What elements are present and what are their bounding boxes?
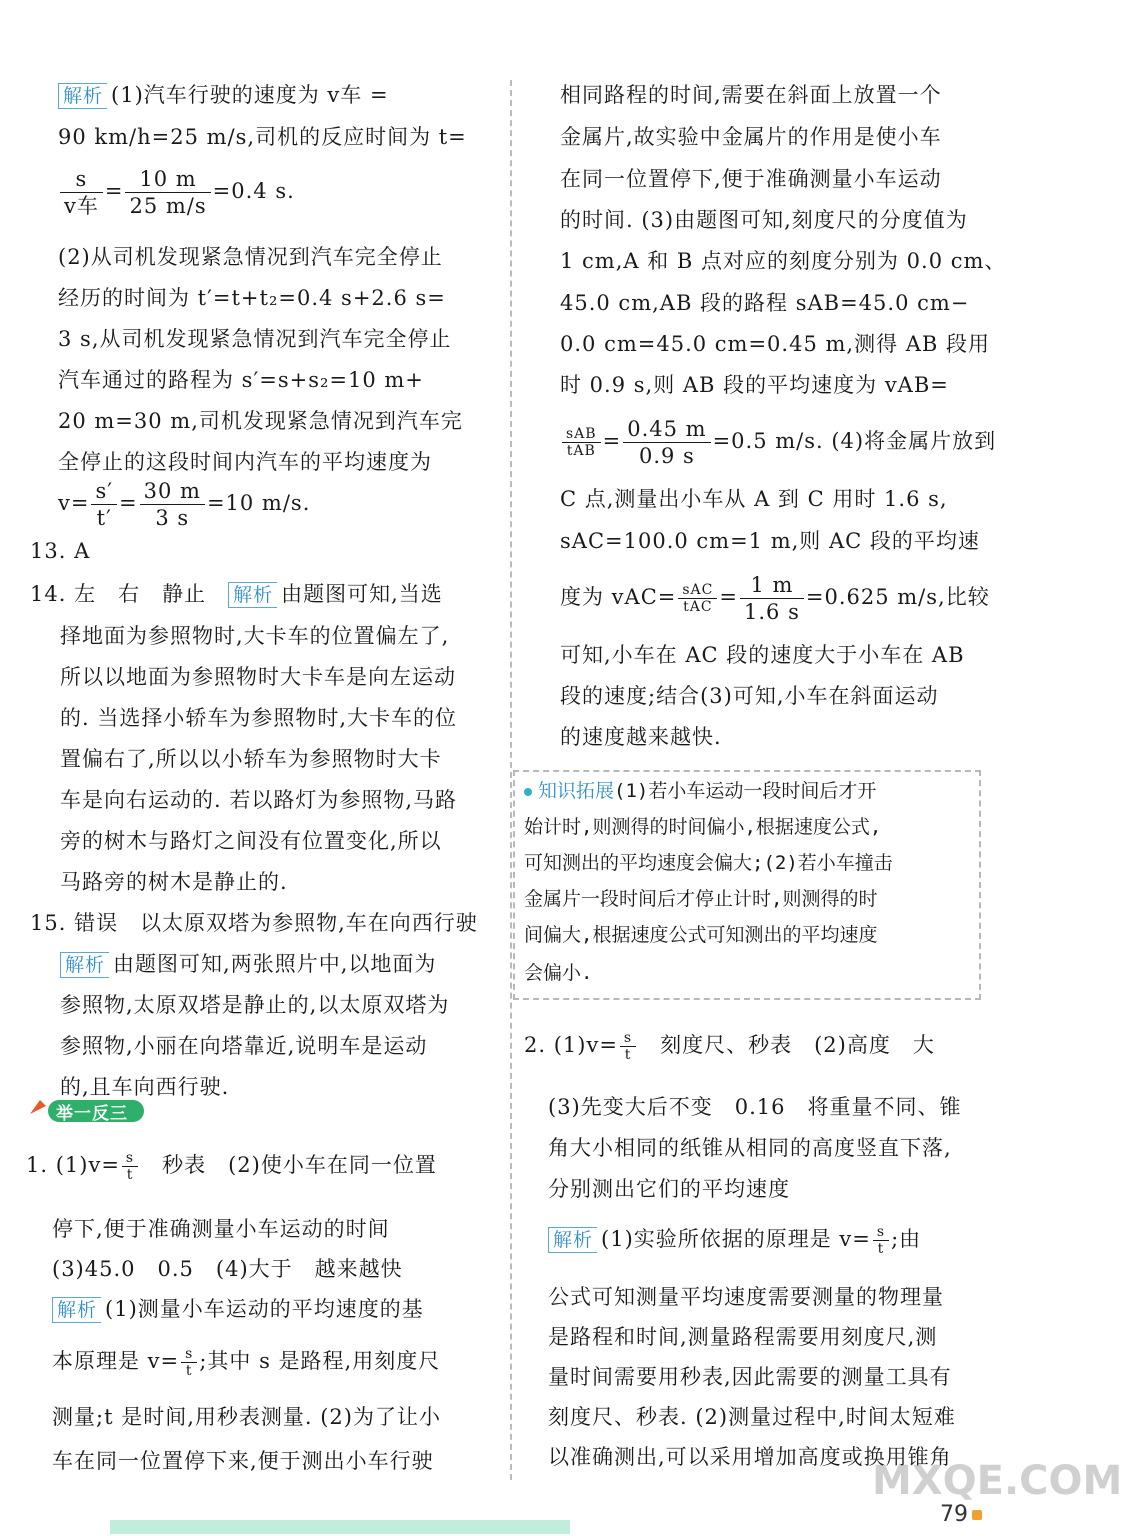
line: 经历的时间为 t′=t+t₂=0.4 s+2.6 s= bbox=[58, 286, 446, 310]
fraction-line: 2. (1)v= $\frac{s}{t}$ 刻度尺、秒表 (2)高度 大 bbox=[524, 1030, 935, 1063]
fraction-line: 解析 (1)实验所依据的原理是 v= $\frac{s}{t}$ ;由 bbox=[548, 1224, 921, 1257]
line: C 点,测量出小车从 A 到 C 用时 1.6 s, bbox=[560, 487, 948, 511]
answer-13: 13. A bbox=[30, 539, 91, 563]
line: 解析 由题图可知,两张照片中,以地面为 bbox=[60, 949, 436, 979]
analysis-tag: 解析 bbox=[548, 1227, 597, 1253]
line: 参照物,小丽在向塔靠近,说明车是运动 bbox=[60, 1034, 428, 1058]
fraction: $\frac{0.45 m}{0.9 s}$ bbox=[623, 416, 710, 469]
line: 马路旁的树木是静止的. bbox=[60, 870, 288, 894]
analysis-tag: 解析 bbox=[60, 952, 109, 978]
extension-line: 知识拓展(1)若小车运动一段时间后才开 bbox=[524, 776, 876, 803]
extension-line: 始计时,则测得的时间偏小,根据速度公式, bbox=[524, 816, 882, 838]
line: 90 km/h=25 m/s,司机的反应时间为 t= bbox=[58, 125, 467, 149]
fraction: $\frac{s}{t}$ bbox=[620, 1030, 636, 1063]
line: 20 m=30 m,司机发现紧急情况到汽车完 bbox=[58, 409, 463, 433]
line: 的,且车向西行驶. bbox=[60, 1075, 230, 1099]
line: 金属片,故实验中金属片的作用是使小车 bbox=[560, 125, 942, 149]
line: (3)45.0 0.5 (4)大于 越来越快 bbox=[52, 1257, 403, 1281]
fraction: $\frac{1 m}{1.6 s}$ bbox=[740, 572, 804, 625]
line: 45.0 cm,AB 段的路程 sAB=45.0 cm− bbox=[560, 291, 970, 315]
fraction: $\frac{30 m}{3 s}$ bbox=[140, 478, 205, 531]
section-badge bbox=[26, 1092, 146, 1128]
fraction-line: 度为 vAC= $\frac{\text{sAC}}{\text{tAC}}$ = $\frac{1 m}{1.6 s}$ =0.625 m/s,比较 bbox=[560, 573, 990, 624]
fraction-line: $\frac{s}{\text{v车}}$ = $\frac{10 m}{25 m/s}$ =0.4 s. bbox=[58, 166, 295, 219]
badge-label: 举一反三 bbox=[56, 1104, 128, 1124]
fraction: $\frac{s}{t}$ bbox=[181, 1346, 197, 1379]
fraction-line: $\frac{\text{sAB}}{\text{tAB}}$ = $\frac{0.45 m}{0.9 s}$ =0.5 m/s. (4)将金属片放到 bbox=[560, 416, 996, 469]
line: 择地面为参照物时,大卡车的位置偏左了, bbox=[60, 624, 450, 648]
line: 置偏右了,所以以小轿车为参照物时大卡 bbox=[60, 747, 442, 771]
line: 所以以地面为参照物时大卡车是向左运动 bbox=[60, 665, 456, 689]
analysis-tag: 解析 bbox=[228, 582, 277, 608]
line: 车在同一位置停下来,便于测出小车行驶 bbox=[52, 1449, 434, 1473]
line: 公式可知测量平均速度需要测量的物理量 bbox=[548, 1285, 944, 1309]
line: 分别测出它们的平均速度 bbox=[548, 1177, 790, 1201]
fraction: $\frac{10 m}{25 m/s}$ bbox=[125, 166, 210, 219]
analysis-tag: 解析 bbox=[52, 1297, 101, 1323]
page-number: 79 bbox=[940, 1502, 968, 1527]
line: sAC=100.0 cm=1 m,则 AC 段的平均速 bbox=[560, 529, 980, 553]
extension-line: 间偏大,根据速度公式可知测出的平均速度 bbox=[524, 924, 878, 946]
line: 相同路程的时间,需要在斜面上放置一个 bbox=[560, 83, 942, 107]
line: 以准确测出,可以采用增加高度或换用锥角 bbox=[548, 1445, 952, 1469]
analysis-tag: 解析 bbox=[58, 83, 107, 109]
line: 停下,便于准确测量小车运动的时间 bbox=[52, 1217, 390, 1241]
line: 的. 当选择小轿车为参照物时,大卡车的位 bbox=[60, 706, 458, 730]
line: 3 s,从司机发现紧急情况到汽车完全停止 bbox=[58, 327, 452, 351]
fraction: $\frac{s}{t}$ bbox=[122, 1150, 138, 1183]
line: 刻度尺、秒表. (2)测量过程中,时间太短难 bbox=[548, 1405, 956, 1429]
fraction-line: 本原理是 v= $\frac{s}{t}$ ;其中 s 是路程,用刻度尺 bbox=[52, 1346, 441, 1379]
line: 时 0.9 s,则 AB 段的平均速度为 vAB= bbox=[560, 373, 949, 397]
line: 解析 (1)测量小车运动的平均速度的基 bbox=[52, 1294, 424, 1324]
line: 全停止的这段时间内汽车的平均速度为 bbox=[58, 450, 432, 474]
answer-14: 14. 左 右 静止 解析 由题图可知,当选 bbox=[30, 582, 443, 606]
extension-line: 可知测出的平均速度会偏大;(2)若小车撞击 bbox=[524, 852, 893, 874]
fraction: $\frac{s'}{t'}$ bbox=[91, 478, 117, 531]
line: 段的速度;结合(3)可知,小车在斜面运动 bbox=[560, 684, 939, 708]
line: 1 cm,A 和 B 点对应的刻度分别为 0.0 cm、 bbox=[560, 249, 1007, 273]
line: 0.0 cm=45.0 cm=0.45 m,测得 AB 段用 bbox=[560, 332, 991, 356]
line: (3)先变大后不变 0.16 将重量不同、锥 bbox=[548, 1095, 962, 1119]
fraction: $\frac{\text{sAB}}{\text{tAB}}$ bbox=[562, 426, 601, 459]
line: 解析 (1)汽车行驶的速度为 v车 = bbox=[58, 80, 389, 110]
line: 量时间需要用秒表,因此需要的测量工具有 bbox=[548, 1365, 952, 1389]
line: 测量;t 是时间,用秒表测量. (2)为了让小 bbox=[52, 1405, 441, 1429]
line: 旁的树木与路灯之间没有位置变化,所以 bbox=[60, 829, 442, 853]
fraction: $\frac{s}{t}$ bbox=[873, 1224, 889, 1257]
line: 是路程和时间,测量路程需要用刻度尺,测 bbox=[548, 1325, 938, 1349]
bullet-icon bbox=[524, 788, 532, 796]
page-marker-icon bbox=[972, 1510, 982, 1520]
line: 车是向右运动的. 若以路灯为参照物,马路 bbox=[60, 788, 458, 812]
watermark-logo: MXQE.COM bbox=[872, 1458, 1122, 1504]
line: 在同一位置停下,便于准确测量小车运动 bbox=[560, 167, 942, 191]
line: 角大小相同的纸锥从相同的高度竖直下落, bbox=[548, 1136, 952, 1160]
extension-line: 金属片一段时间后才停止计时,则测得的时 bbox=[524, 888, 878, 910]
extension-line: 会偏小. bbox=[524, 962, 593, 984]
line: 汽车通过的路程为 s′=s+s₂=10 m+ bbox=[58, 368, 424, 392]
fraction-line: 1. (1)v= $\frac{s}{t}$ 秒表 (2)使小车在同一位置 bbox=[26, 1150, 437, 1183]
column-divider bbox=[510, 80, 512, 1480]
line: 可知,小车在 AC 段的速度大于小车在 AB bbox=[560, 643, 965, 667]
fraction-line: v= $\frac{s'}{t'}$ = $\frac{30 m}{3 s}$ =10 m/s. bbox=[58, 479, 311, 530]
line: 的时间. (3)由题图可知,刻度尺的分度值为 bbox=[560, 208, 968, 232]
fraction: $\frac{s}{\text{v车}}$ bbox=[60, 166, 103, 219]
line: 参照物,太原双塔是静止的,以太原双塔为 bbox=[60, 993, 450, 1017]
fraction: $\frac{\text{sAC}}{\text{tAC}}$ bbox=[678, 582, 717, 615]
line: 的速度越来越快. bbox=[560, 725, 722, 749]
answer-15: 15. 错误 以太原双塔为参照物,车在向西行驶 bbox=[30, 911, 478, 935]
line: (2)从司机发现紧急情况到汽车完全停止 bbox=[58, 245, 443, 269]
footer-bar bbox=[110, 1520, 570, 1534]
